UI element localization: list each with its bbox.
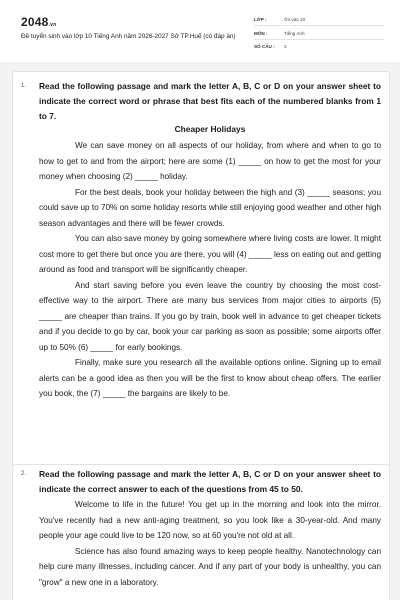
question-instruction: Read the following passage and mark the letter A, B, C or D on your answer sheet to indicate the correct answer to each of the questions from 45 to 50. <box>39 469 381 494</box>
question-list[interactable] <box>0 62 400 600</box>
question-number: 1. <box>21 83 27 89</box>
logo-suffix: .vn <box>48 22 57 28</box>
question-instruction: Read the following passage and mark the letter A, B, C or D on your answer sheet to indicate the correct word or phrase that best fits each of the numbered blanks from 1 to 7. <box>39 81 381 121</box>
meta-divider <box>254 39 384 40</box>
document-title: Đề tuyển sinh vào lớp 10 Tiếng Anh năm 2026-2027 Sở TP.Huế (có đáp án) <box>21 33 236 40</box>
meta-label: LỚP : <box>254 17 267 22</box>
meta-value: Tiếng Anh <box>284 30 305 36</box>
passage-paragraph: Science has also found amazing ways to keep people healthy. Nanotechnology can help cure many illnesses, including cancer. And if any part of your body is unhealthy, you can "grow" a new one in a laboratory. <box>39 546 381 587</box>
meta-row-subject <box>254 31 384 45</box>
question-number: 2. <box>21 471 27 477</box>
meta-value: 2 <box>284 44 287 49</box>
meta-value: Ôn vào 10 <box>284 17 306 22</box>
passage-body <box>39 138 381 402</box>
passage-paragraph: Welcome to life in the future! You get up in the morning and look into the mirror. You've recently had a new anti-aging treatment, so you look like a 30-year-old. And many people your age could live to be 120 now, so at 60 you're not old at all. <box>39 500 381 540</box>
passage-paragraph: You can also save money by going somewhere where living costs are lower. It might cost more to get there but once you are there, you will (4) _____ less on eating out and getting around as food and transport will be significantly cheaper. <box>39 234 381 274</box>
question-card-1 <box>12 71 390 523</box>
passage-paragraph: And start saving before you even leave the country by choosing the most cost-effective way to the airport. There are many bus services from major cities to airports (5) _____ are cheaper than trains. If you go by train, book well in advance to get cheaper tickets and if you decide to go by car, book your car parking as soon as possible; some airports offer up to 50% (6) _____ for early bookings. <box>39 280 381 352</box>
passage-paragraph: We can save money on all aspects of our holiday, from where and when to go to how to get to and from the airport; here are some (1) _____ on how to get the most for your money when choosing (2) _____ holiday. <box>39 141 381 181</box>
passage-paragraph: Finally, make sure you research all the available options online. Signing up to email alerts can be a good idea as then you will be the first to know about cheap offers. The earlier you book, the (7) _____ the bargains are likely to be. <box>39 358 381 398</box>
page-header <box>0 0 400 63</box>
meta-row-class <box>254 17 384 31</box>
meta-label: SỐ CÂU : <box>254 44 275 49</box>
passage-paragraph: For the best deals, book your holiday between the high and (3) _____ seasons; you could save up to 70% on some holiday resorts while still enjoying good weather and other high season advantages and there will be fewer crowds. <box>39 187 381 228</box>
question-card-2 <box>12 464 390 600</box>
exam-meta <box>254 17 384 58</box>
passage-title: Cheaper Holidays <box>174 124 246 134</box>
site-logo[interactable] <box>21 15 56 29</box>
passage-body <box>39 497 381 590</box>
logo-text: 2048 <box>21 15 49 29</box>
meta-divider <box>254 25 384 26</box>
meta-label: MÔN : <box>254 30 268 36</box>
meta-row-count <box>254 44 384 58</box>
